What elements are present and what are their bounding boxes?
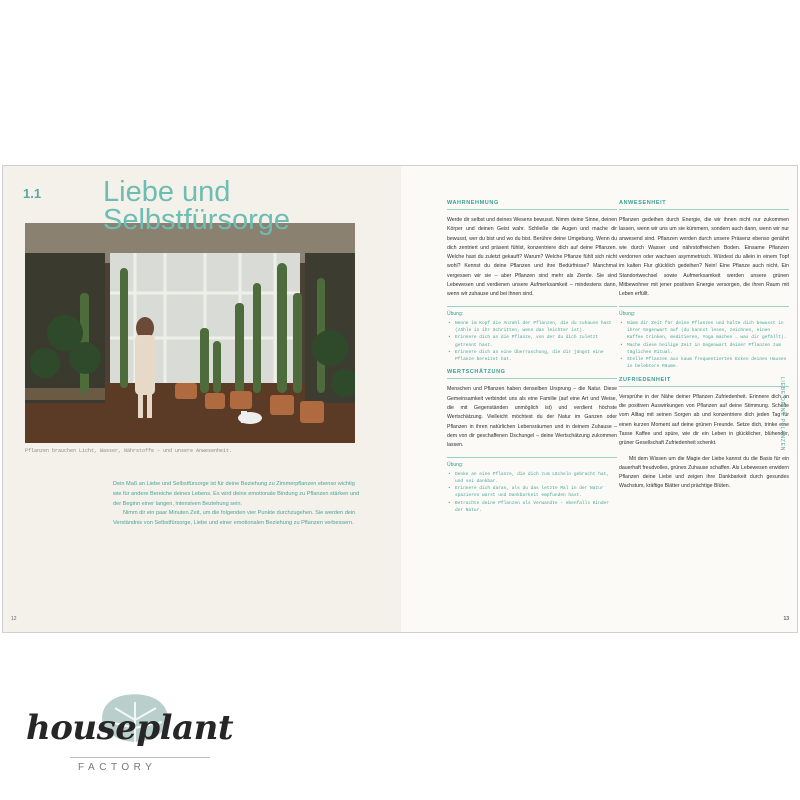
exercise-item: • Erinnere dich an die Pflanze, von der du dich zuletzt getrennt hast. (455, 334, 617, 349)
column-left (447, 194, 617, 520)
title-line-1: Liebe und (103, 176, 231, 208)
exercise-box (447, 457, 617, 515)
logo-divider (70, 757, 210, 758)
heading-anwesenheit: ANWESENHEIT (619, 200, 789, 210)
photo-caption: Pflanzen brauchen Licht, Wasser, Nährstoffe – und unsere Anwesenheit. (25, 448, 233, 454)
exercise-item: • Denke an eine Pflanze, die dich zum Lächeln gebracht hat, und sei dankbar. (455, 471, 617, 486)
section-number: 1.1 (23, 186, 42, 201)
exercise-item: • Mache diese heilige Zeit in Gegenwart deiner Pflanzen zum täglichen Ritual. (627, 342, 789, 357)
exercise-item: • Nenne im Kopf die Anzahl der Pflanzen, die du zuhause hast (zähle in ihr Schritten, wenn das leichter ist). (455, 320, 617, 335)
chapter-side-tab (777, 366, 787, 466)
intro-paragraph: Nimm dir ein paar Minuten Zeit, um die folgenden vier Punkte durchzugehen. Sie werden dein Verständnis von Selbstfürsorge, Liebe und einer emotionalen Beziehung zu Pflanzen verbessern. (113, 510, 356, 527)
exercise-label: Übung: (447, 461, 464, 468)
side-tab-label: LIEBE DEINE PFLANZEN (779, 376, 785, 452)
page-number-right: 13 (783, 616, 789, 622)
intro-text (113, 480, 363, 529)
exercise-item: • Erinnere dich daran, als du das letzte Mal in der Natur spazieren warst und Dankbarkeit empfunden hast. (455, 485, 617, 500)
exercise-list (619, 320, 789, 371)
exercise-item: • Erinnere dich an eine Überraschung, die dir jüngst eine Pflanze bereitet hat. (455, 349, 617, 364)
title-line-2: Selbstfürsorge (103, 204, 290, 236)
exercise-label: Übung: (447, 310, 464, 317)
exercise-item: • Betrachte deine Pflanzen als Verwandte – ebenfalls Kinder der Natur. (455, 500, 617, 515)
logo-subtitle: FACTORY (78, 762, 157, 773)
exercise-list (447, 320, 617, 364)
body-text: Mit dem Wissen um die Magie der Liebe kannst du die Basis für ein dauerhaft freudvolles, grünes Zuhause schaffen. Als Lebewesen erwidern Pflanzen deine Liebe und zeigen ihre Dankbarkeit durch gesundes Wachstum, kräftige Blätter und prächtige Blüten. (619, 455, 789, 490)
interior-photo (25, 223, 355, 443)
room-with-cacti-illustration (25, 223, 355, 443)
chapter-title (103, 178, 393, 234)
page-number-left: 12 (11, 616, 17, 622)
right-page (401, 166, 797, 632)
column-right (619, 194, 789, 498)
exercise-box (447, 306, 617, 364)
exercise-list (447, 471, 617, 515)
book-spread (2, 165, 798, 633)
logo-wordmark: houseplant (26, 708, 234, 748)
body-text: Versprühe in der Nähe deiner Pflanzen Zufriedenheit. Erinnere dich an die positiven Auswirkungen von Pflanzen auf deine Stimmung. Schelte vom Alltag mit seinen Sorgen ab und konzentriere dich jeden Tag für einen kurzen Moment auf deine grünen Freunde. Setze dich, trinke eine Tasse Kaffee und spüre, wie dir ein Leben in glücklicher, blühender, grüner Gesellschaft Zufriedenheit schenkt. (619, 393, 789, 447)
exercise-item: • Stelle Pflanzen aus kaum frequentierten Ecken deines Hauses in belebtere Räume. (627, 356, 789, 371)
exercise-label: Übung: (619, 310, 636, 317)
left-page (3, 166, 401, 632)
heading-zufriedenheit: ZUFRIEDENHEIT (619, 377, 789, 387)
heading-wahrnehmung: WAHRNEHMUNG (447, 200, 617, 210)
heading-wertschaetzung: WERTSCHÄTZUNG (447, 369, 617, 379)
body-text: Werde dir selbst und deines Wesens bewusst. Nimm deine Sinne, deinen Körper und deinen Geist wahr. Schließe die Augen und mache dir bewusst, wer du bist und wo du bist. Berühre deine Umgebung. Wenn du dich zentriert und präsent fühlst, konzentriere dich auf deine Pflanzen. Welche hast du zuletzt gekauft? Warum? Welche Pflanze fühlt sich nicht wohl? Kennst du deine Pflanzen und ihre Bedürfnisse? Manchmal vergessen wir sie – aber Pflanzen sind mehr als Zierde. Sie sind Lebewesen und verdienen unsere Aufmerksamkeit – mindestens dann, wenn wir zuhause und bei ihnen sind. (447, 217, 617, 298)
body-text: Menschen und Pflanzen haben denselben Ursprung – die Natur. Diese Gemeinsamkeit verbindet uns als eine Familie (auf eine Art und Weise, die mit Gegenständen unmöglich ist) und verdient höchste Wertschätzung. Vielleicht möchtest du der Natur im Ganzen oder Pflanzen in ihren natürlichen Lebensräumen und in deinem Zuhause – dem von dir geschaffenen Dschungel – deine Wertschätzung zukommen lassen. (447, 386, 617, 449)
exercise-box (619, 306, 789, 371)
intro-paragraph: Dein Maß an Liebe und Selbstfürsorge ist für deine Beziehung zu Zimmerpflanzen ebenso wichtig wie für andere Bereiche deines Lebens. Es wird deine emotionale Bindung zu Pflanzen stärken und der Beginn einer langen, intensiven Beziehung sein. (113, 481, 360, 507)
body-text: Pflanzen gedeihen durch Energie, die wir ihnen nicht nur zukommen lassen, wenn wir uns um sie kümmern, sondern auch dann, wenn wir nur anwesend sind. Pflanzen werden durch unsere Präsenz ebenso genährt wie durch Wasser und nährstoffreichen Boden. Einsame Pflanzen verdorren oder wachsen asymmetrisch. Würdest du allein in einem Topf im kalten Flur glücklich gedeihen? Nein! Eine Pflanze auch nicht. Ein Standortwechsel sowie Aufmerksamkeit werden unsere grünen Mitbewohner mit jener positiven Energie versorgen, die ihren Raum mit Leben erfüllt. (619, 217, 789, 298)
brand-logo (20, 690, 234, 790)
exercise-item: • Nimm dir Zeit für deine Pflanzen und halte dich bewusst in ihrer Gegenwart auf (du kannst lesen, zeichnen, einen Kaffee trinken, meditieren, Yoga machen … was dir gefällt). (627, 320, 789, 342)
